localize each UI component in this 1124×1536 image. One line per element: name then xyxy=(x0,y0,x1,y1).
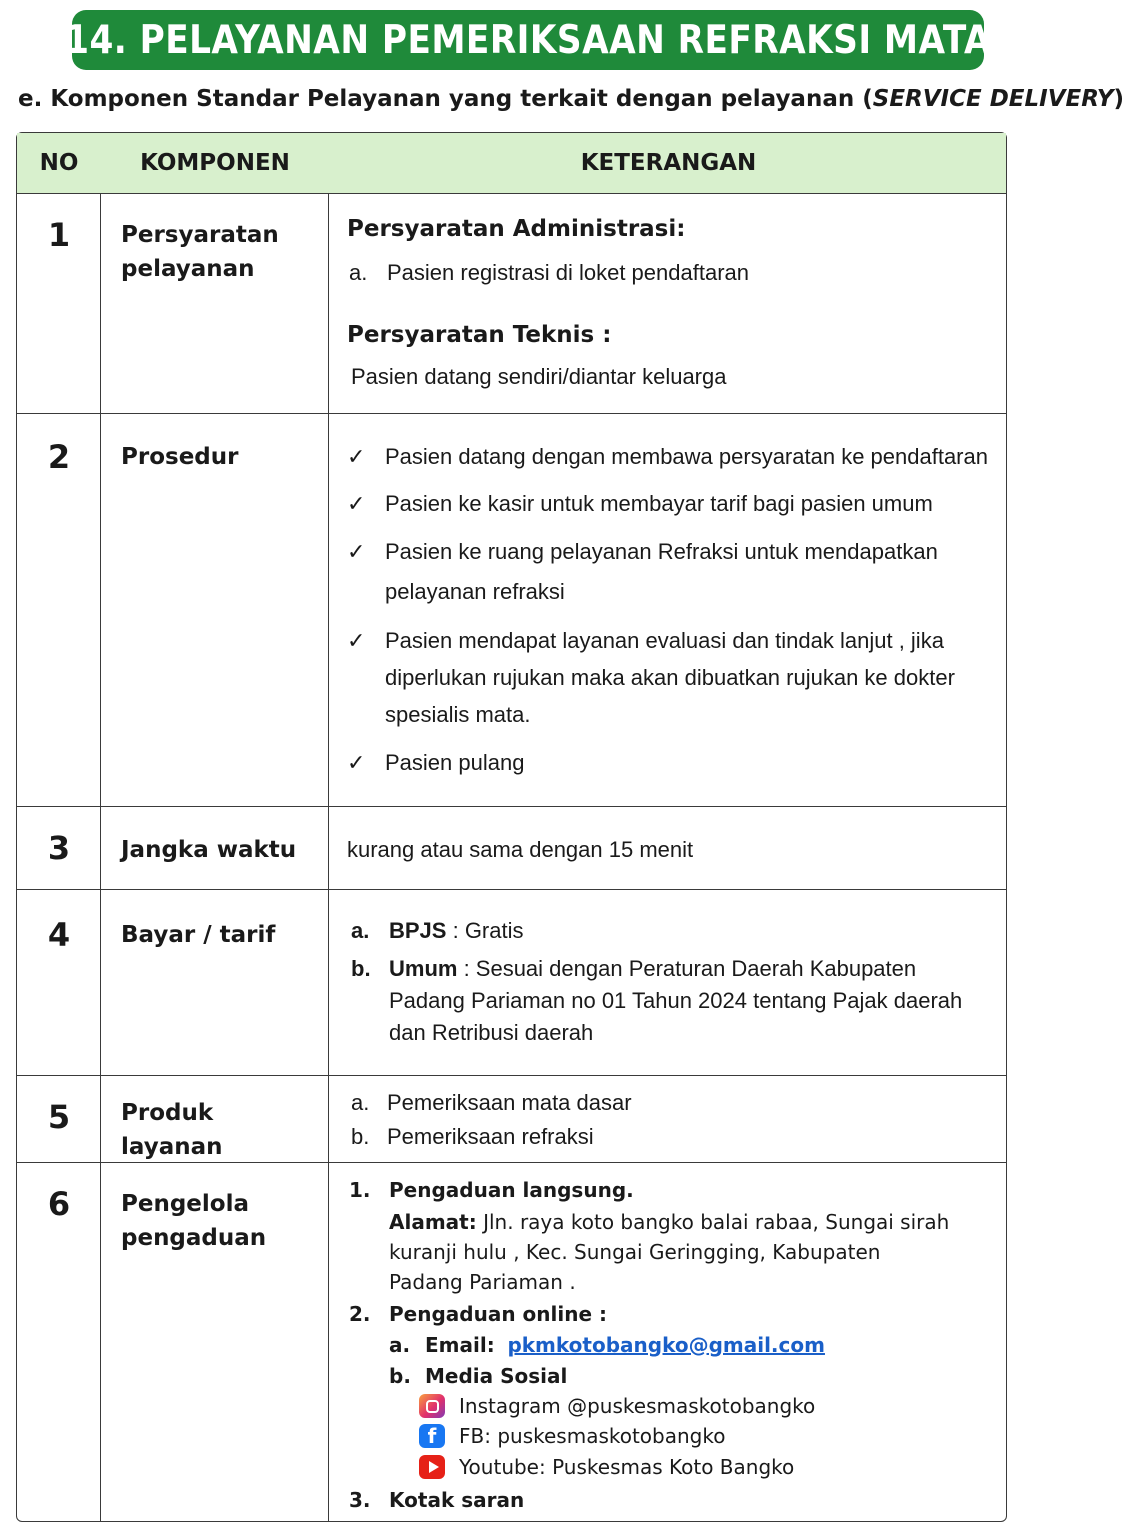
tarif-value: : Sesuai dengan Peraturan Daerah Kabupaten xyxy=(457,956,917,981)
social-media-label: Media Sosial xyxy=(425,1364,568,1388)
header-no: NO xyxy=(39,150,79,176)
table-row xyxy=(17,414,1006,807)
komponen-line: Persyaratan xyxy=(121,222,279,248)
facebook-handle: FB: puskesmaskotobangko xyxy=(459,1424,726,1448)
email-link[interactable]: pkmkotobangko@gmail.com xyxy=(507,1333,825,1357)
checkmark-icon: ✓ xyxy=(347,444,366,469)
table-header xyxy=(17,133,1006,194)
row-komponen: Produk layanan xyxy=(121,1100,223,1160)
tarif-value-cont: Padang Pariaman no 01 Tahun 2024 tentang Pajak daerah xyxy=(389,988,963,1013)
procedure-step: Pasien pulang xyxy=(385,750,525,775)
item-marker: b. xyxy=(351,1124,370,1149)
duration-text: kurang atau sama dengan 15 menit xyxy=(347,837,694,862)
row-number: 3 xyxy=(47,829,71,867)
row-number: 6 xyxy=(47,1185,71,1223)
row-keterangan xyxy=(347,1088,997,1158)
row-komponen: Prosedur xyxy=(121,444,239,470)
procedure-step-cont: pelayanan refraksi xyxy=(385,579,565,604)
item-marker: 1. xyxy=(349,1178,371,1202)
table-row xyxy=(17,194,1006,414)
row-number: 2 xyxy=(47,438,71,476)
row-keterangan xyxy=(347,916,997,1066)
procedure-step-cont: diperlukan rujukan maka akan dibuatkan rujukan ke dokter xyxy=(385,665,955,690)
teknis-title: Persyaratan Teknis : xyxy=(347,322,612,348)
row-keterangan xyxy=(347,214,997,404)
address-label: Alamat: xyxy=(389,1210,477,1234)
complaint-direct-title: Pengaduan langsung. xyxy=(389,1178,634,1202)
item-marker: a. xyxy=(351,918,370,943)
table-row xyxy=(17,890,1006,1076)
tarif-label: Umum xyxy=(389,956,458,981)
header-komponen: KOMPONEN xyxy=(140,150,290,176)
row-number: 1 xyxy=(47,216,71,254)
row-keterangan xyxy=(347,442,997,792)
section-subtitle xyxy=(18,86,1124,112)
checkmark-icon: ✓ xyxy=(347,628,366,653)
procedure-step: Pasien ke kasir untuk membayar tarif bagi pasien umum xyxy=(385,491,933,516)
row-number: 4 xyxy=(47,916,71,954)
complaint-online-title: Pengaduan online : xyxy=(389,1302,607,1326)
komponen-line: pelayanan xyxy=(121,256,255,282)
checkmark-icon: ✓ xyxy=(347,539,366,564)
facebook-icon: f xyxy=(419,1424,445,1448)
instagram-icon xyxy=(419,1394,445,1418)
product-item: Pemeriksaan refraksi xyxy=(387,1124,594,1149)
subtitle-end: ) xyxy=(1113,86,1124,112)
instagram-handle: Instagram @puskesmaskotobangko xyxy=(459,1394,816,1418)
row-keterangan xyxy=(347,835,997,865)
youtube-handle: Youtube: Puskesmas Koto Bangko xyxy=(459,1455,795,1479)
admin-item: Pasien registrasi di loket pendaftaran xyxy=(387,260,749,285)
komponen-line: Pengelola xyxy=(121,1191,249,1217)
procedure-step: Pasien datang dengan membawa persyaratan ke pendaftaran xyxy=(385,444,988,469)
table-row xyxy=(17,1163,1006,1523)
item-marker: a. xyxy=(351,1090,370,1115)
item-marker: 2. xyxy=(349,1302,371,1326)
item-marker: b. xyxy=(351,956,371,981)
procedure-step: Pasien mendapat layanan evaluasi dan tindak lanjut , jika xyxy=(385,628,944,653)
checkmark-icon: ✓ xyxy=(347,491,366,516)
header-keterangan: KETERANGAN xyxy=(580,150,757,176)
row-komponen: Bayar / tarif xyxy=(121,922,276,948)
table-row xyxy=(17,807,1006,890)
tarif-label: BPJS xyxy=(389,918,447,943)
product-item: Pemeriksaan mata dasar xyxy=(387,1090,632,1115)
page-title: 14. PELAYANAN PEMERIKSAAN REFRAKSI MATA xyxy=(65,17,991,63)
row-komponen: Jangka waktu xyxy=(121,837,297,863)
procedure-step-cont: spesialis mata. xyxy=(385,702,531,727)
page-title-banner xyxy=(65,10,991,70)
admin-title: Persyaratan Administrasi: xyxy=(347,216,686,242)
row-keterangan xyxy=(347,1175,997,1520)
service-table xyxy=(16,132,1007,1522)
tarif-value-cont: dan Retribusi daerah xyxy=(389,1020,594,1045)
address-line: Jln. raya koto bangko balai rabaa, Sungai sirah xyxy=(476,1210,950,1234)
suggestion-box-title: Kotak saran xyxy=(389,1488,525,1512)
subtitle-italic: SERVICE DELIVERY xyxy=(872,86,1114,112)
teknis-text: Pasien datang sendiri/diantar keluarga xyxy=(351,364,727,389)
row-komponen xyxy=(121,218,321,286)
address-line: kuranji hulu , Kec. Sungai Geringging, Kabupaten xyxy=(389,1240,881,1264)
subtitle-main: e. Komponen Standar Pelayanan yang terkait dengan pelayanan ( xyxy=(18,86,873,112)
procedure-step: Pasien ke ruang pelayanan Refraksi untuk mendapatkan xyxy=(385,539,938,564)
checkmark-icon: ✓ xyxy=(347,750,366,775)
email-label: Email: xyxy=(425,1333,495,1357)
row-komponen xyxy=(121,1187,321,1255)
item-marker: b. xyxy=(389,1364,411,1388)
youtube-icon xyxy=(419,1455,445,1479)
row-number: 5 xyxy=(47,1098,71,1136)
item-marker: a. xyxy=(389,1333,411,1357)
admin-marker: a. xyxy=(349,260,368,285)
item-marker: 3. xyxy=(349,1488,371,1512)
tarif-value: : Gratis xyxy=(446,918,524,943)
komponen-line: pengaduan xyxy=(121,1225,267,1251)
address-line: Padang Pariaman . xyxy=(389,1270,576,1294)
table-row xyxy=(17,1076,1006,1163)
